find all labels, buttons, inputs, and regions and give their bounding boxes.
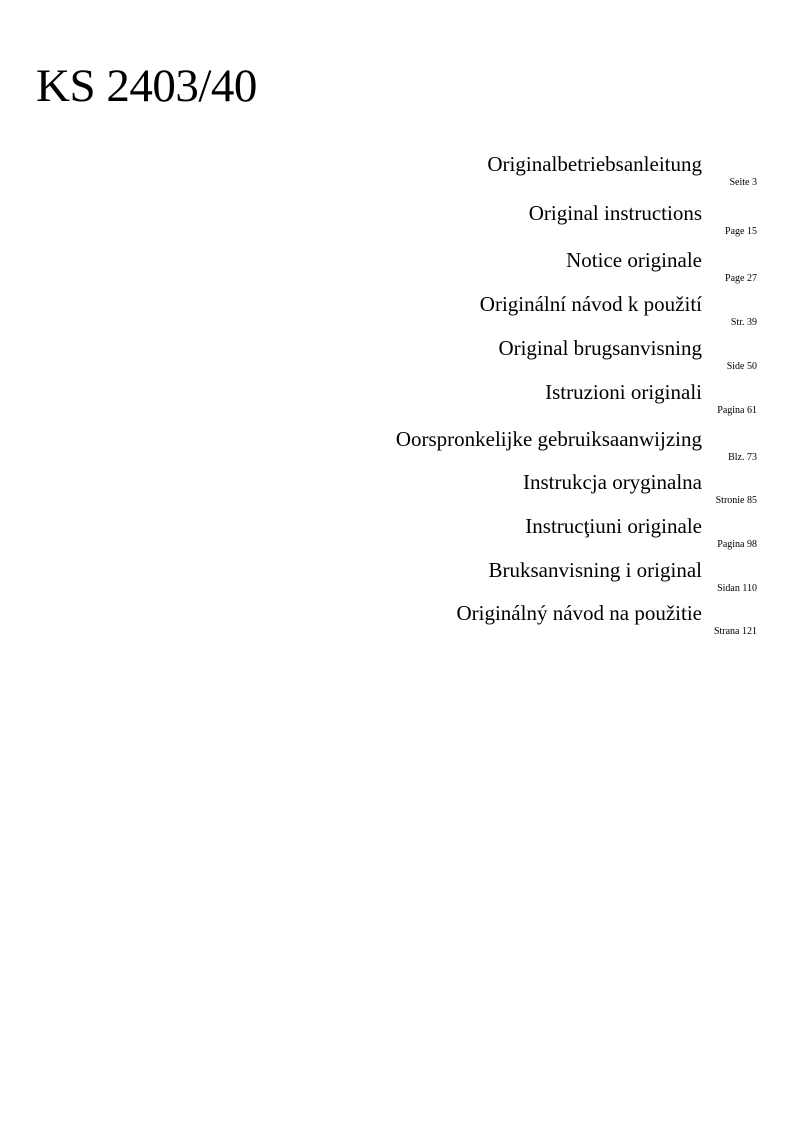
toc-entry-title: Originálný návod na použitie	[456, 601, 702, 625]
model-title: KS 2403/40	[36, 60, 257, 112]
toc-entry-page: Stronie 85	[715, 495, 757, 506]
toc-entry-page: Str. 39	[730, 317, 757, 328]
toc-entry-it[interactable]	[0, 378, 802, 422]
toc-entry-ro[interactable]	[0, 512, 802, 556]
toc-entry-pl[interactable]	[0, 468, 802, 512]
toc-entry-title: Notice originale	[566, 248, 702, 272]
toc-entry-da[interactable]	[0, 334, 802, 378]
toc-entry-title: Original brugsanvisning	[498, 336, 702, 360]
toc-entry-title: Oorspronkelijke gebruiksaanwijzing	[395, 427, 702, 451]
toc-entry-page: Strana 121	[713, 626, 757, 637]
toc-entry-page: Sidan 110	[717, 583, 757, 594]
toc-entry-page: Blz. 73	[728, 452, 757, 463]
toc-entry-page: Page 15	[725, 226, 757, 237]
toc-entry-fr[interactable]	[0, 246, 802, 290]
toc-entry-title: Istruzioni originali	[545, 380, 702, 404]
toc-entry-page: Pagina 61	[717, 405, 757, 416]
toc-entry-title: Original instructions	[528, 201, 702, 225]
toc-entry-nl[interactable]	[0, 425, 802, 469]
toc-entry-title: Bruksanvisning i original	[488, 558, 702, 582]
toc-entry-sv[interactable]	[0, 556, 802, 600]
toc-entry-de[interactable]	[0, 150, 802, 194]
toc-entry-en[interactable]	[0, 199, 802, 243]
toc-entry-page: Pagina 98	[717, 539, 757, 550]
toc-entry-page: Side 50	[726, 361, 757, 372]
toc-entry-title: Originalbetriebsanleitung	[487, 152, 702, 176]
toc-entry-sk[interactable]	[0, 599, 802, 643]
toc-entry-cs[interactable]	[0, 290, 802, 334]
toc-entry-page: Seite 3	[729, 177, 757, 188]
toc-entry-title: Instrucţiuni originale	[525, 514, 702, 538]
toc-entry-page: Page 27	[725, 273, 757, 284]
toc-entry-title: Originální návod k použití	[479, 292, 702, 316]
toc-entry-title: Instrukcja oryginalna	[522, 470, 702, 494]
